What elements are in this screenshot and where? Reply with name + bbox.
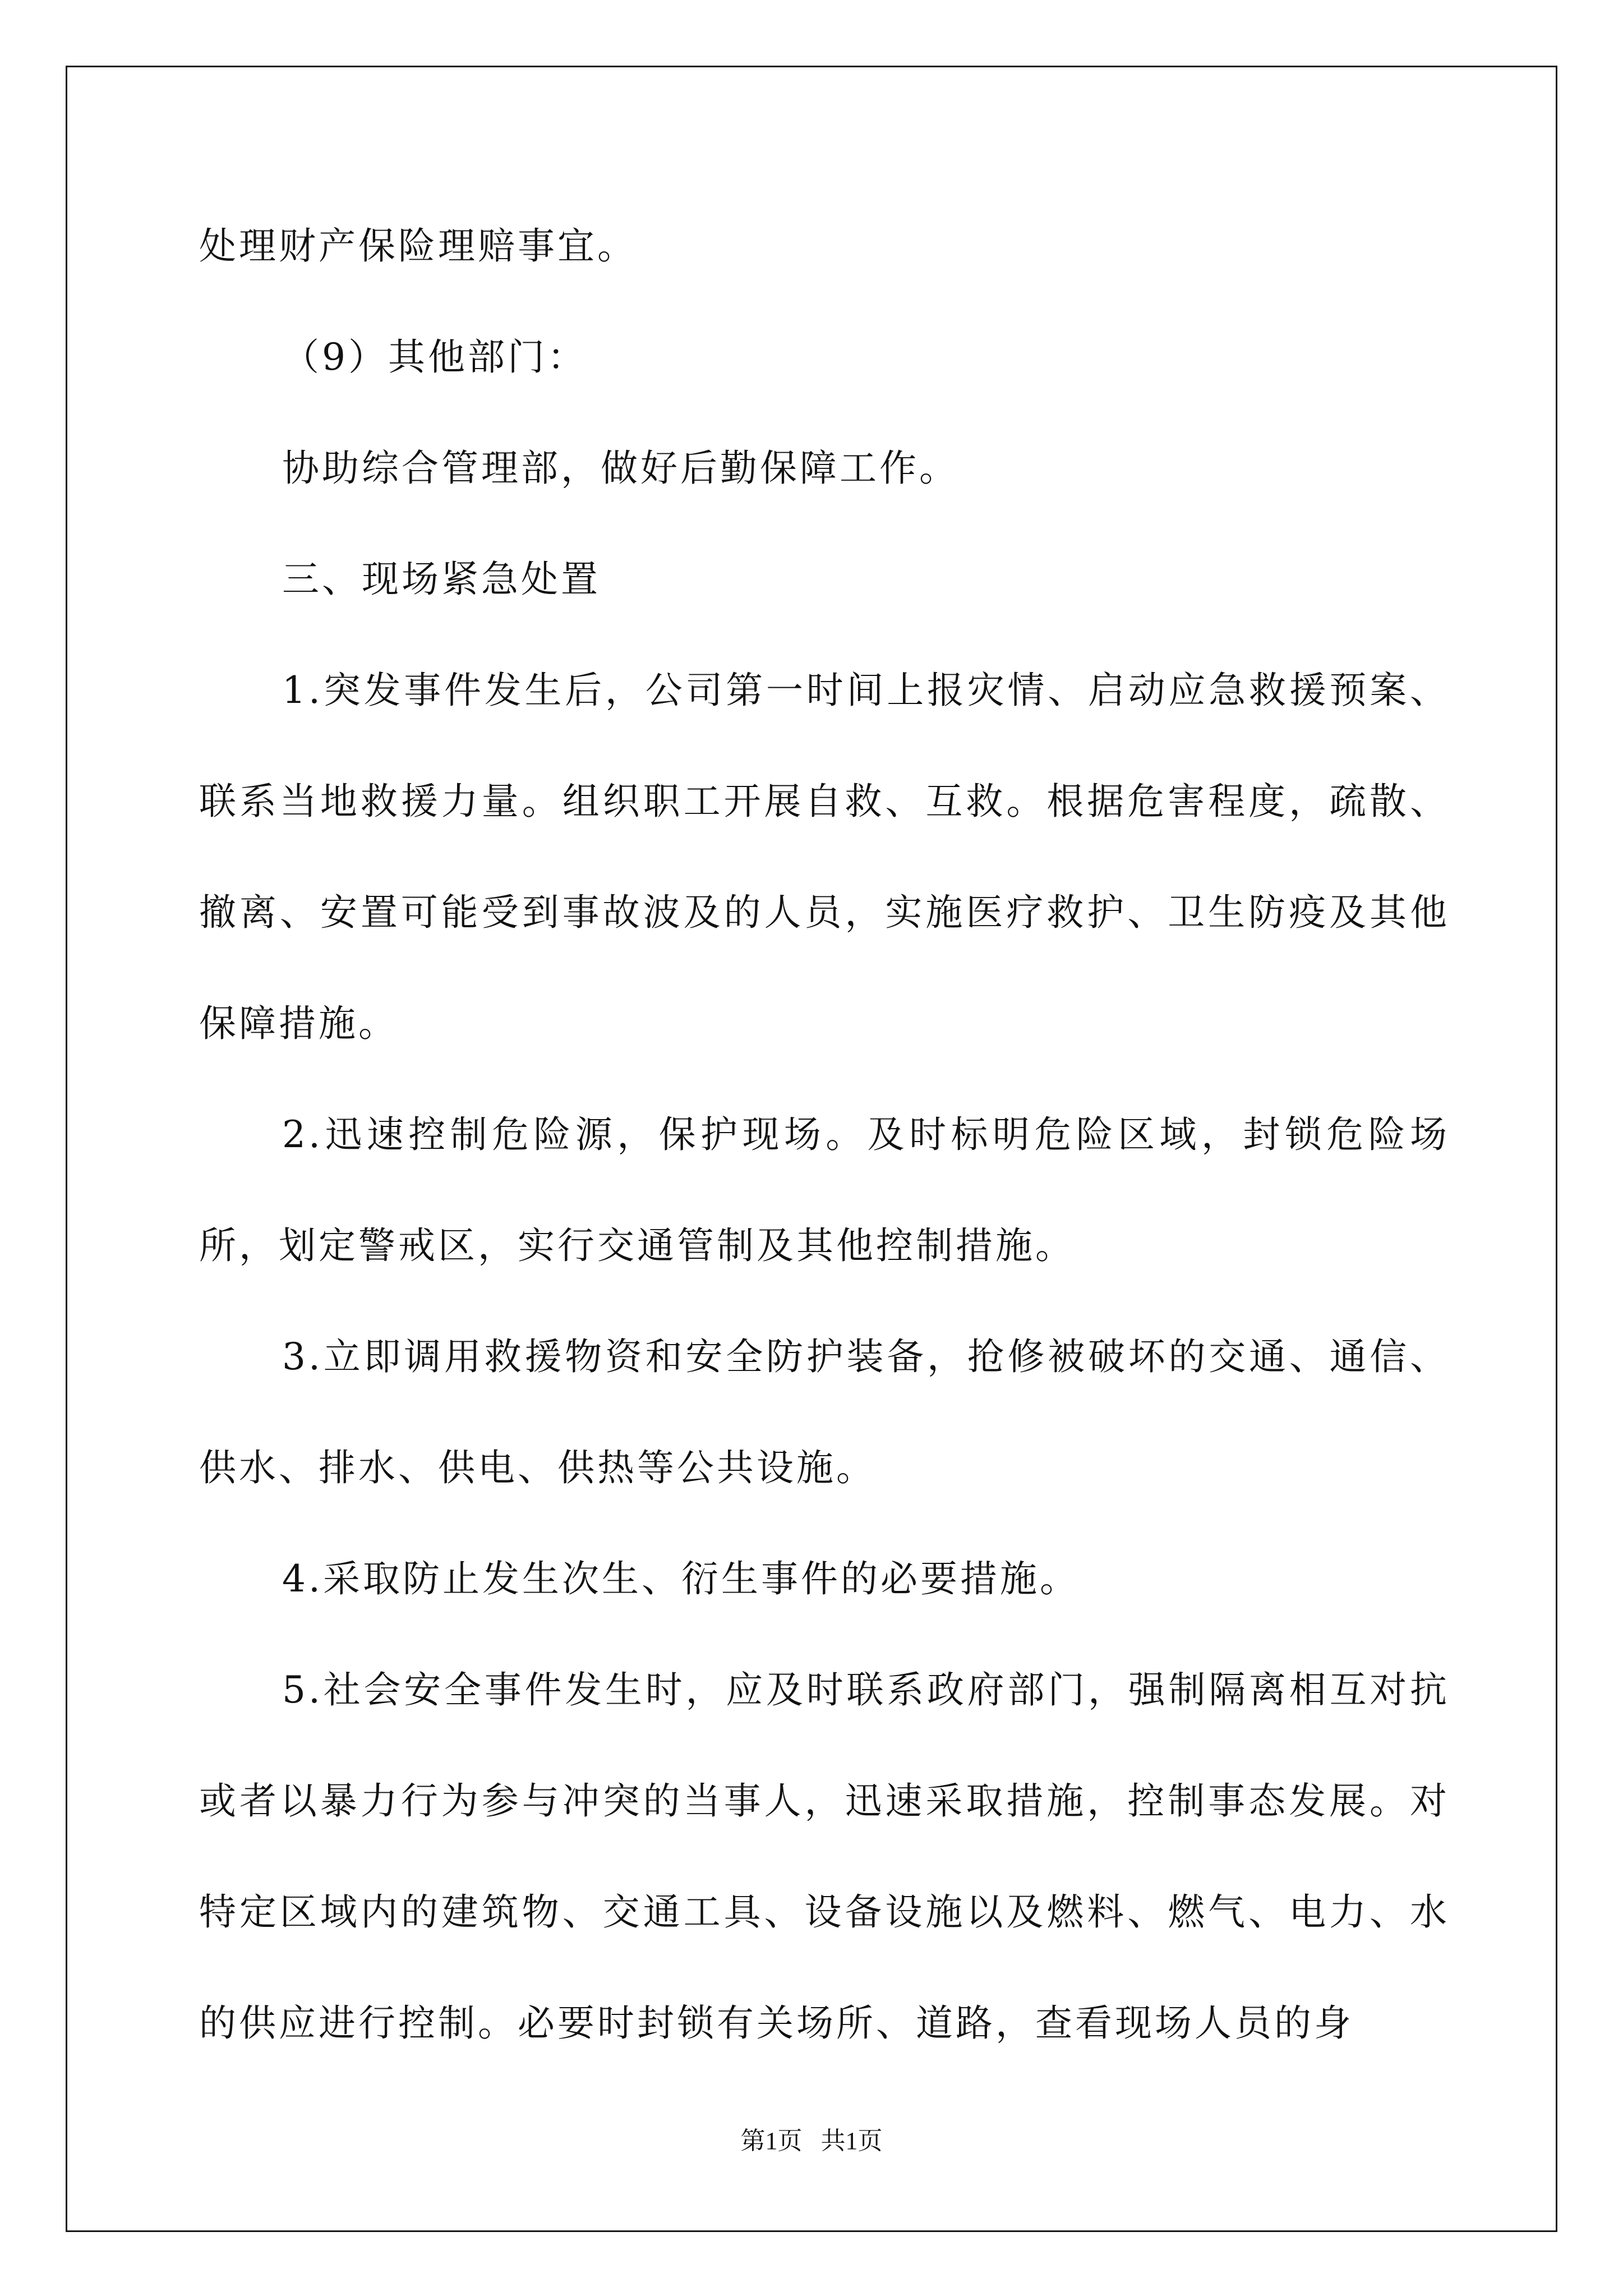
document-body (199, 191, 1450, 2079)
paragraph: 1.突发事件发生后，公司第一时间上报灾情、启动应急救援预案、联系当地救援力量。组织职工开展自救、互救。根据危害程度，疏散、撤离、安置可能受到事故波及的人员，实施医疗救护、卫生防疫及其他保障措施。 (199, 669, 1450, 1045)
page-footer: 第1页 共1页 (740, 2127, 883, 2155)
section-heading: 三、现场紧急处置 (282, 558, 601, 601)
paragraph: 2.迅速控制危险源，保护现场。及时标明危险区域，封锁危险场所，划定警戒区，实行交通管制及其他控制措施。 (199, 1113, 1450, 1267)
paragraph: 5.社会安全事件发生时，应及时联系政府部门，强制隔离相互对抗或者以暴力行为参与冲突的当事人，迅速采取措施，控制事态发展。对特定区域内的建筑物、交通工具、设备设施以及燃料、燃气、电力、水的供应进行控制。必要时封锁有关场所、道路，查看现场人员的身 (199, 1668, 1450, 2045)
paragraph: 协助综合管理部，做好后勤保障工作。 (282, 447, 959, 490)
paragraph: 处理财产保险理赔事宜。 (199, 224, 637, 268)
paragraph: 4.采取防止发生次生、衍生事件的必要措施。 (282, 1557, 1080, 1600)
paragraph: （9）其他部门： (282, 335, 587, 379)
paragraph: 3.立即调用救援物资和安全防护装备，抢修被破坏的交通、通信、供水、排水、供电、供热等公共设施。 (199, 1335, 1450, 1489)
